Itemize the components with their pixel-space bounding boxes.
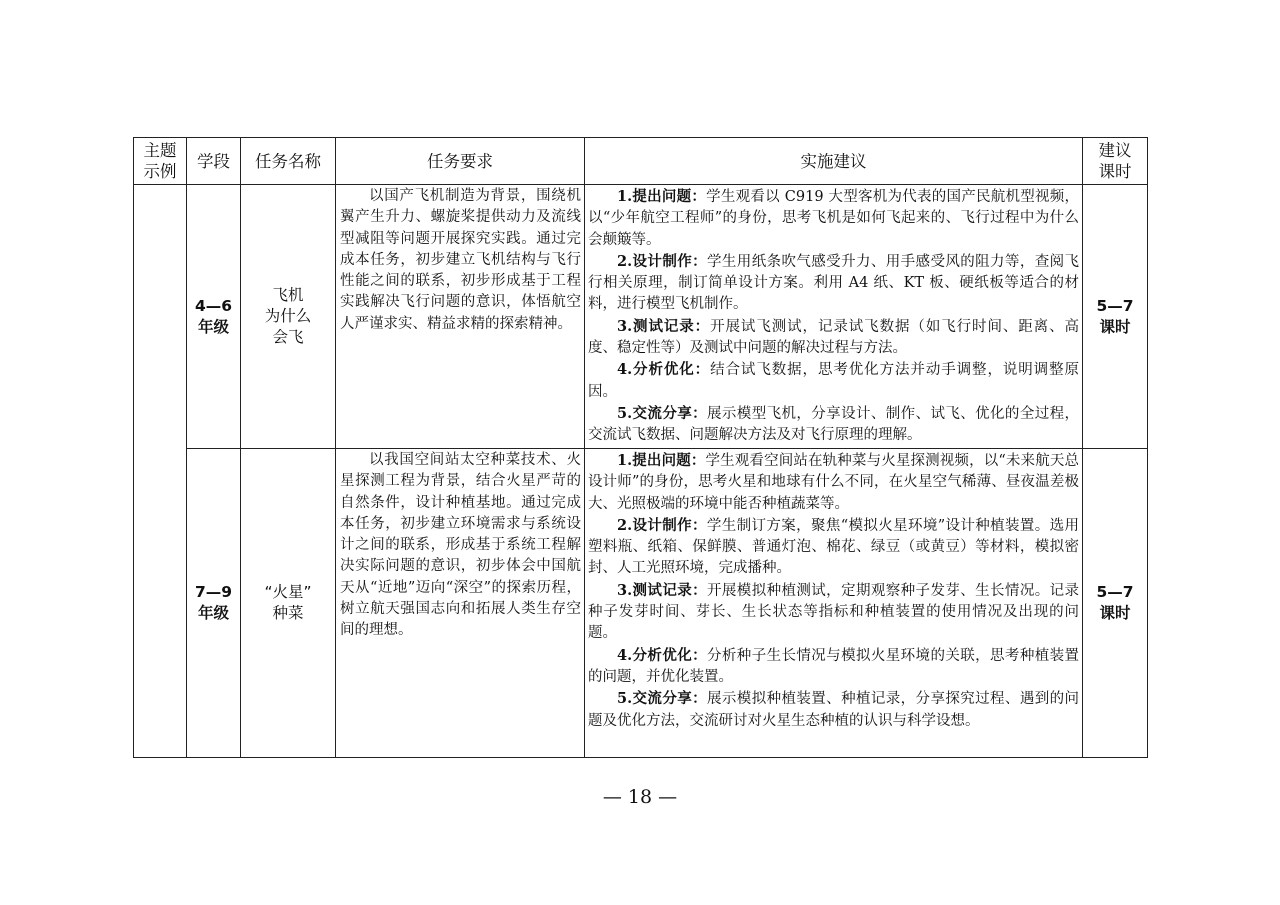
suggestion-title: 1.提出问题： bbox=[617, 452, 706, 469]
header-theme-example bbox=[134, 138, 187, 185]
suggestion-title: 5.交流分享： bbox=[617, 404, 708, 422]
suggested-hours-text: 5—7 课时 bbox=[1096, 583, 1134, 622]
grade-text: 4—6 年级 bbox=[194, 296, 233, 336]
header-task-requirement-text: 任务要求 bbox=[427, 151, 493, 171]
header-task-name-text: 任务名称 bbox=[255, 151, 321, 171]
task-name-text: 飞机 为什么 会飞 bbox=[264, 286, 312, 346]
header-suggested-hours bbox=[1083, 138, 1148, 185]
suggestion-text: 学生观看以 C919 大型客机为代表的国产民航机型视频，以“少年航空工程师”的身份，思考飞机是如何飞起来的、飞行过程中为什么会颠簸等。 bbox=[588, 189, 1079, 248]
header-implementation-suggestion-text: 实施建议 bbox=[800, 151, 867, 171]
table-row bbox=[134, 185, 1148, 449]
header-stage-text: 学段 bbox=[197, 151, 230, 171]
suggested-hours-cell bbox=[1083, 185, 1148, 449]
suggested-hours-cell bbox=[1083, 449, 1148, 758]
table-row bbox=[134, 449, 1148, 758]
grade-text: 7—9 年级 bbox=[194, 583, 233, 622]
task-requirement-text: 以国产飞机制造为背景，围绕机翼产生升力、螺旋桨提供动力及流线型减阻等问题开展探究实践。通过完成本任务，初步建立飞机结构与飞行性能之间的联系，初步形成基于工程实践解决飞行问题的意识，体悟航空人严谨求实、精益求精的探索精神。 bbox=[340, 188, 581, 332]
task-requirement-cell bbox=[336, 449, 585, 758]
task-name-text: “火星” 种菜 bbox=[264, 583, 312, 622]
implementation-suggestion-cell bbox=[585, 449, 1083, 758]
suggested-hours-text: 5—7 课时 bbox=[1096, 296, 1134, 336]
page-number: — 18 — bbox=[602, 786, 678, 808]
suggestion-title: 4.分析优化： bbox=[617, 361, 711, 379]
grade-cell bbox=[187, 185, 241, 449]
suggestion-item bbox=[588, 688, 1079, 732]
task-name-cell bbox=[241, 185, 336, 449]
task-requirement-text: 以我国空间站太空种菜技术、火星探测工程为背景，结合火星严苛的自然条件，设计种植基地。通过完成本任务，初步建立环境需求与系统设计之间的联系，形成基于系统工程解决实际问题的意识，初步体会中国航天从“近地”迈向“深空”的探索历程，树立航天强国志向和拓展人类生存空间的理想。 bbox=[340, 452, 581, 639]
header-task-name bbox=[241, 138, 336, 185]
suggestion-text: 结合试飞数据，思考优化方法并动手调整，说明调整原因。 bbox=[588, 362, 1079, 400]
header-task-requirement bbox=[336, 138, 585, 185]
suggestion-text: 分析种子生长情况与模拟火星环境的关联，思考种植装置的问题，并优化装置。 bbox=[588, 647, 1080, 685]
suggestion-item bbox=[588, 403, 1079, 447]
suggestion-item bbox=[588, 450, 1079, 515]
suggestion-item bbox=[588, 515, 1079, 580]
suggestion-text: 开展模拟种植测试，定期观察种子发芽、生长情况。记录种子发芽时间、芽长、生长状态等指标和种植装置的使用情况及出现的问题。 bbox=[588, 582, 1080, 642]
suggestion-text: 开展试飞测试，记录试飞数据（如飞行时间、距离、高度、稳定性等）及测试中问题的解决过程与方法。 bbox=[588, 318, 1079, 357]
header-implementation-suggestion bbox=[585, 138, 1083, 185]
curriculum-table bbox=[133, 137, 1148, 758]
suggestion-title: 1.提出问题： bbox=[617, 188, 707, 205]
suggestion-title: 2.设计制作： bbox=[617, 252, 708, 270]
implementation-suggestion-cell bbox=[585, 185, 1083, 449]
suggestion-item bbox=[588, 316, 1079, 360]
suggestion-item bbox=[588, 186, 1079, 251]
suggestion-title: 2.设计制作： bbox=[617, 516, 707, 534]
suggestion-title: 4.分析优化： bbox=[617, 646, 708, 664]
task-name-cell bbox=[241, 449, 336, 758]
header-theme-example-text: 主题 示例 bbox=[143, 141, 177, 181]
suggestion-text: 展示模拟种植装置、种植记录，分享探究过程、遇到的问题及优化方法，交流研讨对火星生态种植的认识与科学设想。 bbox=[588, 691, 1080, 729]
suggestion-text: 展示模型飞机，分享设计、制作、试飞、优化的全过程，交流试飞数据、问题解决方法及对飞行原理的理解。 bbox=[588, 405, 1080, 444]
header-stage bbox=[187, 138, 241, 185]
suggestion-item bbox=[588, 580, 1079, 645]
theme-example-cell bbox=[134, 185, 187, 758]
suggestion-text: 学生用纸条吹气感受升力、用手感受风的阻力等，查阅飞行相关原理，制订简单设计方案。利用 A4 纸、KT 板、硬纸板等适合的材料，进行模型飞机制作。 bbox=[588, 253, 1080, 313]
suggestion-title: 3.测试记录： bbox=[617, 581, 708, 599]
suggestion-text: 学生制订方案，聚焦“模拟火星环境”设计种植装置。选用塑料瓶、纸箱、保鲜膜、普通灯泡、棉花、绿豆（或黄豆）等材料，模拟密封、人工光照环境，完成播种。 bbox=[588, 517, 1079, 577]
suggestion-title: 5.交流分享： bbox=[617, 690, 708, 708]
grade-cell bbox=[187, 449, 241, 758]
suggestion-text: 学生观看空间站在轨种菜与火星探测视频，以“未来航天总设计师”的身份，思考火星和地球有什么不同，在火星空气稀薄、昼夜温差极大、光照极端的环境中能否种植蔬菜等。 bbox=[588, 453, 1079, 512]
header-suggested-hours-text: 建议 课时 bbox=[1098, 141, 1132, 181]
suggestion-item bbox=[588, 359, 1079, 403]
header-row bbox=[134, 138, 1148, 185]
suggestion-title: 3.测试记录： bbox=[617, 317, 711, 335]
task-requirement-cell bbox=[336, 185, 585, 449]
suggestion-item bbox=[588, 645, 1079, 689]
suggestion-item bbox=[588, 251, 1079, 316]
